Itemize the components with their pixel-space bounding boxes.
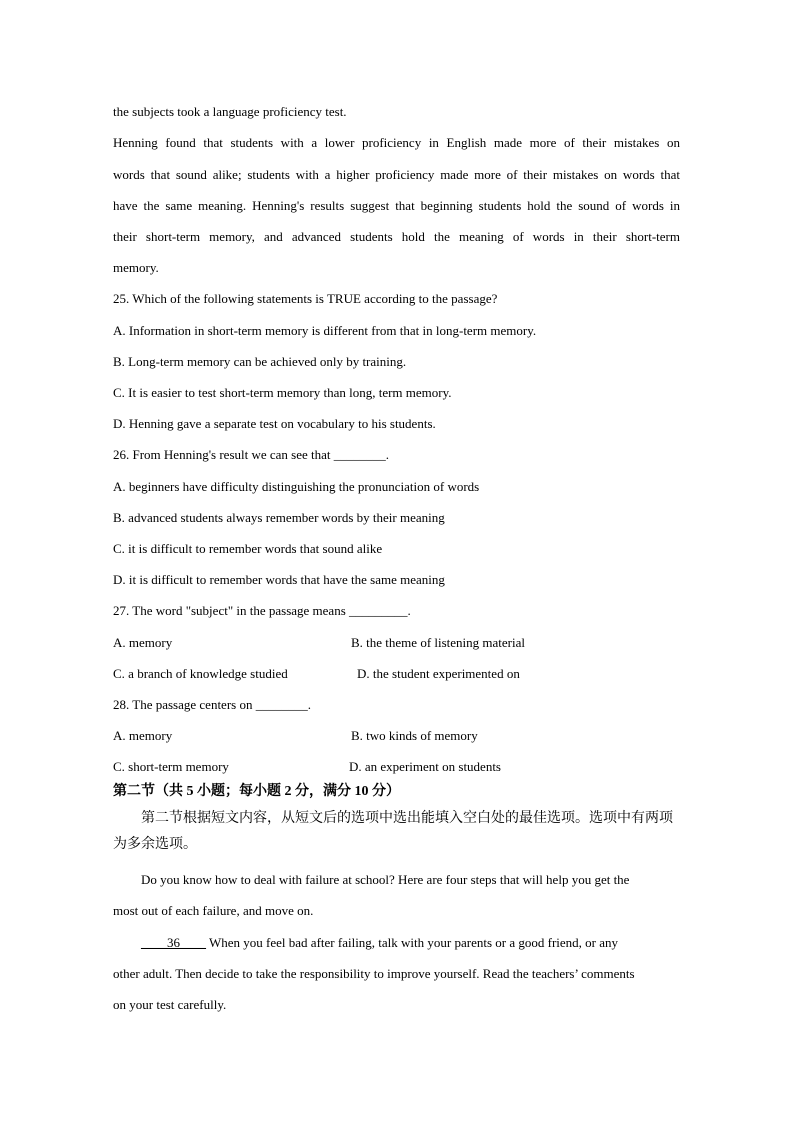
passage-line-2: Henning found that students with a lower proficiency in English made more of their mistakes on xyxy=(113,135,680,150)
q27-option-d: D. the student experimented on xyxy=(357,666,520,681)
section2-instruction-line-2: 为多余选项。 xyxy=(113,837,197,852)
section2-heading: 第二节（共 5 小题；每小题 2 分，满分 10 分） xyxy=(113,784,400,799)
q25-option-d: D. Henning gave a separate test on vocabulary to his students. xyxy=(113,416,436,431)
section2-paragraph-2-line-3: on your test carefully. xyxy=(113,997,227,1012)
q28-stem: 28. The passage centers on ________. xyxy=(113,697,311,712)
q26-option-d: D. it is difficult to remember words that have the same meaning xyxy=(113,572,445,587)
q26-stem: 26. From Henning's result we can see that ________. xyxy=(113,447,390,462)
passage-line-4: have the same meaning. Henning's results suggest that beginning students hold the sound of words in xyxy=(113,198,680,213)
section2-paragraph-1-line-2: most out of each failure, and move on. xyxy=(113,903,314,918)
section2-instruction-line-1: 第二节根据短文内容，从短文后的选项中选出能填入空白处的最佳选项。选项中有两项 xyxy=(141,811,673,826)
q25-stem: 25. Which of the following statements is TRUE according to the passage? xyxy=(113,291,498,306)
q28-option-d: D. an experiment on students xyxy=(349,759,501,774)
passage-line-1: the subjects took a language proficiency test. xyxy=(113,104,347,119)
q28-option-a: A. memory xyxy=(113,728,173,743)
q27-option-c: C. a branch of knowledge studied xyxy=(113,666,288,681)
q25-option-a: A. Information in short-term memory is different from that in long-term memory. xyxy=(113,323,537,338)
q26-option-a: A. beginners have difficulty distinguishing the pronunciation of words xyxy=(113,479,480,494)
section2-paragraph-2-line-2: other adult. Then decide to take the responsibility to improve yourself. Read the teachers’ comments xyxy=(113,966,635,981)
paragraph-2-line-1-text: When you feel bad after failing, talk with your parents or a good friend, or any xyxy=(206,935,619,950)
q25-option-c: C. It is easier to test short-term memory than long, term memory. xyxy=(113,385,452,400)
q27-option-a: A. memory xyxy=(113,635,173,650)
section2-paragraph-1-line-1: Do you know how to deal with failure at school? Here are four steps that will help you get the xyxy=(141,872,630,887)
blank-36: ____36____ xyxy=(141,935,206,950)
passage-line-6: memory. xyxy=(113,260,159,275)
q28-option-c: C. short-term memory xyxy=(113,759,229,774)
passage-line-5: their short-term memory, and advanced students hold the meaning of words in their short-term xyxy=(113,229,680,244)
q26-option-c: C. it is difficult to remember words that sound alike xyxy=(113,541,383,556)
section2-paragraph-2-line-1 xyxy=(141,935,618,951)
q26-option-b: B. advanced students always remember words by their meaning xyxy=(113,510,445,525)
q28-option-b: B. two kinds of memory xyxy=(351,728,478,743)
q25-option-b: B. Long-term memory can be achieved only by training. xyxy=(113,354,407,369)
q27-stem: 27. The word "subject" in the passage means _________. xyxy=(113,603,411,618)
passage-line-3: words that sound alike; students with a higher proficiency made more of their mistakes on words that xyxy=(113,167,680,182)
q27-option-b: B. the theme of listening material xyxy=(351,635,526,650)
